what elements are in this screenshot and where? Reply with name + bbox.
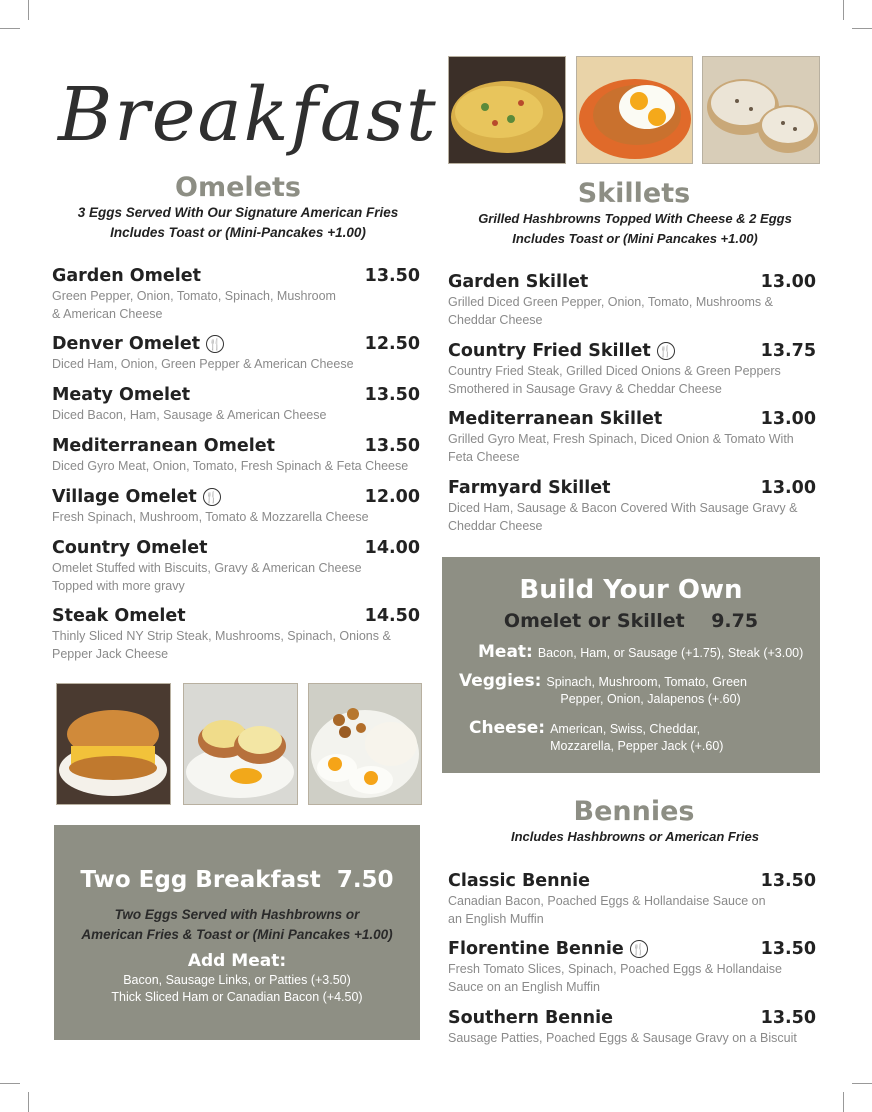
item-desc bbox=[448, 431, 816, 466]
cheese-label: Cheese: bbox=[469, 718, 546, 738]
item-price: 13.75 bbox=[760, 341, 816, 361]
crop-mark bbox=[843, 0, 844, 20]
menu-item bbox=[448, 870, 816, 928]
bennies-subtitle: Includes Hashbrowns or American Fries bbox=[510, 829, 760, 844]
omelets-subtitle-line: Includes Toast or (Mini-Pancakes +1.00) bbox=[110, 225, 366, 240]
omelets-subtitle bbox=[48, 203, 428, 243]
build-your-own-panel bbox=[442, 557, 820, 773]
item-desc bbox=[448, 294, 816, 329]
country-fried-steak-photo bbox=[308, 683, 422, 805]
add-meat-line: Bacon, Sausage Links, or Patties (+3.50) bbox=[123, 973, 351, 987]
item-desc bbox=[52, 560, 420, 595]
item-name-text: Steak Omelet bbox=[52, 606, 186, 626]
item-price: 13.50 bbox=[364, 436, 420, 456]
item-name-text: Florentine Bennie bbox=[448, 939, 624, 959]
meat-options: Bacon, Ham, or Sausage (+1.75), Steak (+3.00) bbox=[537, 646, 804, 660]
omelets-title: Omelets bbox=[175, 172, 301, 203]
skillets-subtitle-line: Grilled Hashbrowns Topped With Cheese & 2 Eggs bbox=[478, 211, 792, 226]
crop-mark bbox=[843, 1092, 844, 1112]
fork-knife-icon: 🍴 bbox=[206, 335, 224, 353]
item-price: 12.50 bbox=[364, 334, 420, 354]
build-price: 9.75 bbox=[711, 610, 759, 632]
item-desc bbox=[52, 356, 420, 374]
skillet-photo bbox=[576, 56, 693, 164]
page-title: Breakfast bbox=[58, 72, 438, 158]
omelet-photo bbox=[448, 56, 566, 164]
item-desc bbox=[52, 628, 420, 663]
menu-item bbox=[448, 271, 816, 329]
item-desc bbox=[52, 288, 420, 323]
item-desc-line: Sauce on an English Muffin bbox=[448, 979, 600, 994]
menu-item bbox=[448, 1007, 816, 1048]
cheese-line: American, Swiss, Cheddar, bbox=[550, 722, 701, 736]
bennies-title: Bennies bbox=[573, 796, 695, 827]
skillets-title: Skillets bbox=[577, 178, 691, 209]
meat-label: Meat: bbox=[478, 642, 533, 662]
item-desc-line: Pepper Jack Cheese bbox=[52, 646, 169, 661]
item-desc-line: Grilled Gyro Meat, Fresh Spinach, Diced Onion & Tomato With bbox=[448, 432, 794, 446]
menu-item bbox=[448, 938, 816, 996]
item-desc-line: Fresh Spinach, Mushroom, Tomato & Mozzarella Cheese bbox=[52, 510, 369, 524]
croissant-sandwich-photo bbox=[56, 683, 171, 805]
item-desc-line: Grilled Diced Green Pepper, Onion, Tomato, Mushrooms & bbox=[448, 295, 773, 309]
item-price: 13.00 bbox=[760, 478, 816, 498]
two-egg-breakfast-panel bbox=[54, 825, 420, 1040]
cheese-line: Mozzarella, Pepper Jack (+.60) bbox=[550, 739, 724, 753]
item-desc bbox=[448, 893, 816, 928]
item-name-text: Garden Skillet bbox=[448, 272, 589, 292]
fork-knife-icon: 🍴 bbox=[657, 342, 675, 360]
menu-item bbox=[448, 477, 816, 535]
item-price: 13.00 bbox=[760, 409, 816, 429]
item-name-text: Southern Bennie bbox=[448, 1008, 613, 1028]
cheese-options bbox=[550, 721, 723, 755]
item-price: 12.00 bbox=[364, 487, 420, 507]
menu-item bbox=[52, 384, 420, 425]
crop-mark bbox=[852, 28, 872, 29]
build-title: Build Your Own bbox=[519, 575, 743, 605]
cheese-row bbox=[469, 718, 809, 755]
item-price: 13.50 bbox=[760, 1008, 816, 1028]
biscuits-gravy-photo bbox=[702, 56, 820, 164]
item-desc-line: & American Cheese bbox=[52, 306, 163, 321]
item-desc-line: an English Muffin bbox=[448, 911, 544, 926]
fork-knife-icon: 🍴 bbox=[203, 488, 221, 506]
item-desc-line: Omelet Stuffed with Biscuits, Gravy & American Cheese bbox=[52, 561, 362, 575]
item-desc-line: Diced Ham, Onion, Green Pepper & American Cheese bbox=[52, 357, 354, 371]
item-desc-line: Canadian Bacon, Poached Eggs & Hollandaise Sauce on bbox=[448, 894, 766, 908]
two-egg-title-text: Two Egg Breakfast bbox=[80, 867, 321, 893]
item-desc-line: Diced Bacon, Ham, Sausage & American Cheese bbox=[52, 408, 327, 422]
menu-item bbox=[52, 265, 420, 323]
veggies-options bbox=[546, 674, 747, 708]
two-egg-price: 7.50 bbox=[336, 867, 394, 893]
two-egg-title bbox=[54, 867, 420, 893]
skillets-subtitle bbox=[440, 209, 830, 249]
add-meat-options bbox=[54, 972, 420, 1006]
item-name-text: Mediterranean Omelet bbox=[52, 436, 276, 456]
item-desc-line: Diced Gyro Meat, Onion, Tomato, Fresh Spinach & Feta Cheese bbox=[52, 459, 409, 473]
item-name-text: Country Fried Skillet bbox=[448, 341, 651, 361]
item-desc-line: Diced Ham, Sausage & Bacon Covered With Sausage Gravy & bbox=[448, 501, 798, 515]
add-meat-line: Thick Sliced Ham or Canadian Bacon (+4.50) bbox=[111, 990, 363, 1004]
two-egg-desc-line: Two Eggs Served with Hashbrowns or bbox=[114, 907, 360, 922]
fork-knife-icon: 🍴 bbox=[630, 940, 648, 958]
crop-mark bbox=[28, 0, 29, 20]
skillets-subtitle-line: Includes Toast or (Mini Pancakes +1.00) bbox=[512, 231, 758, 246]
item-desc-line: Feta Cheese bbox=[448, 449, 520, 464]
item-desc bbox=[52, 407, 420, 425]
item-desc-line: Fresh Tomato Slices, Spinach, Poached Eggs & Hollandaise bbox=[448, 962, 782, 976]
build-subtitle bbox=[442, 610, 820, 632]
veggies-line: Spinach, Mushroom, Tomato, Green bbox=[546, 675, 747, 689]
item-desc bbox=[448, 961, 816, 996]
veggies-label: Veggies: bbox=[459, 671, 542, 691]
item-name-text: Country Omelet bbox=[52, 538, 208, 558]
item-price: 13.50 bbox=[364, 385, 420, 405]
crop-mark bbox=[28, 1092, 29, 1112]
menu-item bbox=[52, 435, 420, 476]
item-name-text: Meaty Omelet bbox=[52, 385, 191, 405]
crop-mark bbox=[0, 1083, 20, 1084]
item-desc-line: Country Fried Steak, Grilled Diced Onions & Green Peppers bbox=[448, 364, 781, 378]
menu-item bbox=[52, 486, 420, 527]
item-price: 13.50 bbox=[364, 266, 420, 286]
item-price: 14.00 bbox=[364, 538, 420, 558]
item-name-text: Farmyard Skillet bbox=[448, 478, 611, 498]
menu-item bbox=[448, 340, 816, 398]
build-subtitle-text: Omelet or Skillet bbox=[503, 610, 685, 632]
two-egg-desc bbox=[54, 905, 420, 945]
veggies-row bbox=[459, 671, 799, 708]
item-desc bbox=[448, 500, 816, 535]
crop-mark bbox=[852, 1083, 872, 1084]
item-name-text: Village Omelet bbox=[52, 487, 197, 507]
item-desc bbox=[52, 509, 420, 527]
item-name-text: Denver Omelet bbox=[52, 334, 201, 354]
item-desc-line: Cheddar Cheese bbox=[448, 518, 543, 533]
veggies-line: Pepper, Onion, Jalapenos (+.60) bbox=[560, 692, 741, 706]
item-desc bbox=[52, 458, 420, 476]
item-price: 14.50 bbox=[364, 606, 420, 626]
item-name-text: Classic Bennie bbox=[448, 871, 590, 891]
menu-item bbox=[448, 408, 816, 466]
item-name-text: Mediterranean Skillet bbox=[448, 409, 663, 429]
item-desc bbox=[448, 1030, 816, 1048]
crop-mark bbox=[0, 28, 20, 29]
two-egg-desc-line: American Fries & Toast or (Mini Pancakes +1.00) bbox=[81, 927, 393, 942]
item-desc-line: Thinly Sliced NY Strip Steak, Mushrooms, Spinach, Onions & bbox=[52, 629, 391, 643]
item-desc-line: Cheddar Cheese bbox=[448, 312, 543, 327]
item-desc-line: Sausage Patties, Poached Eggs & Sausage Gravy on a Biscuit bbox=[448, 1031, 797, 1045]
menu-item bbox=[52, 605, 420, 663]
item-price: 13.50 bbox=[760, 939, 816, 959]
add-meat-label: Add Meat: bbox=[187, 951, 287, 971]
omelets-subtitle-line: 3 Eggs Served With Our Signature American Fries bbox=[77, 205, 399, 220]
menu-item bbox=[52, 333, 420, 374]
item-desc-line: Smothered in Sausage Gravy & Cheddar Cheese bbox=[448, 381, 722, 396]
item-price: 13.50 bbox=[760, 871, 816, 891]
item-name-text: Garden Omelet bbox=[52, 266, 201, 286]
meat-row bbox=[478, 642, 818, 662]
item-price: 13.00 bbox=[760, 272, 816, 292]
menu-item bbox=[52, 537, 420, 595]
item-desc bbox=[448, 363, 816, 398]
item-desc-line: Topped with more gravy bbox=[52, 578, 185, 593]
eggs-benedict-photo bbox=[183, 683, 298, 805]
item-desc-line: Green Pepper, Onion, Tomato, Spinach, Mushroom bbox=[52, 289, 336, 303]
